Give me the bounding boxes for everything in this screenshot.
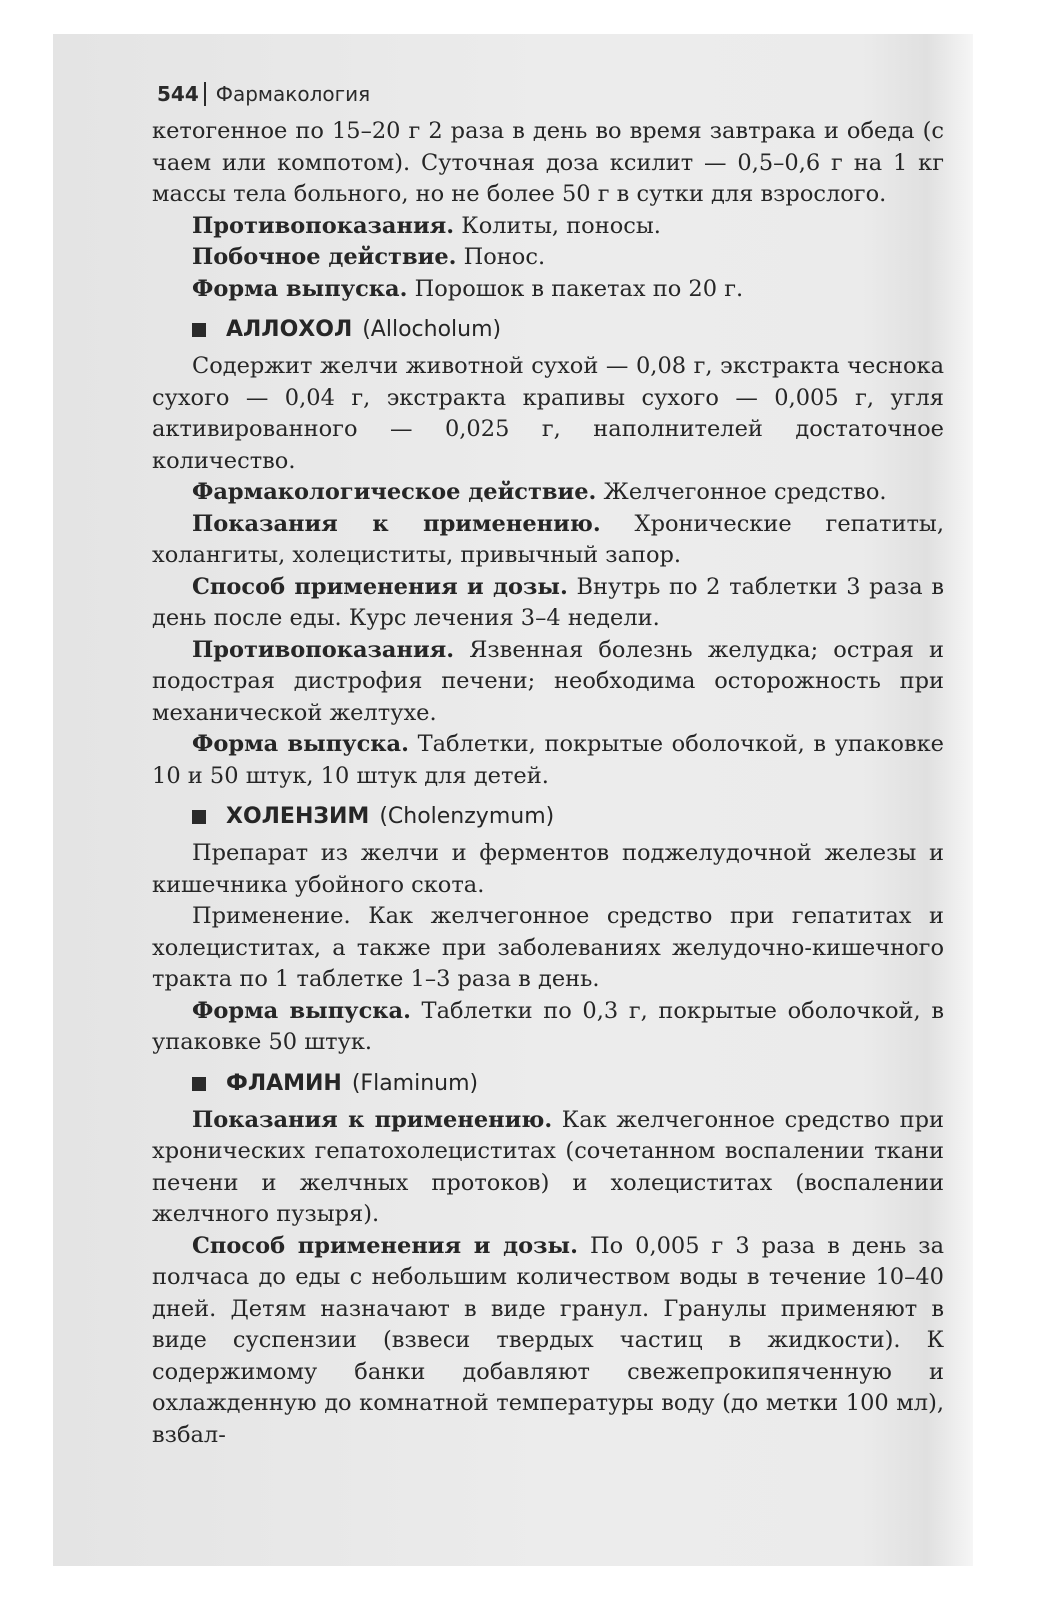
running-head: [157, 78, 370, 110]
indications-paragraph: [152, 1105, 944, 1231]
term-text: Таблетки, покрытые оболочкой, в упаковке 10 и 50 штук, 10 штук для детей.: [152, 731, 944, 789]
indications-paragraph: [152, 509, 944, 572]
drug-latin-name: (Cholenzymum): [379, 804, 555, 829]
contraindications-paragraph: [152, 635, 944, 730]
header-separator: [204, 82, 206, 106]
page-number: 544: [157, 82, 199, 106]
term-label: Фармакологическое действие.: [192, 479, 597, 505]
drug-latin-name: (Flaminum): [351, 1070, 479, 1096]
drug-name: АЛЛОХОЛ: [226, 317, 353, 342]
page-body: [152, 116, 944, 1451]
contraindications-paragraph: [152, 211, 944, 243]
term-text: Язвенная болезнь желудка; острая и подострая дистрофия печени; необходима осторожность при механической желтухе.: [152, 636, 944, 726]
term-label: Форма выпуска.: [192, 997, 411, 1024]
term-label: Способ применения и дозы.: [192, 573, 568, 600]
term-text: Колиты, поносы.: [454, 212, 661, 239]
drug-name: ФЛАМИН: [226, 1070, 342, 1096]
dosage-paragraph: [152, 1231, 944, 1452]
term-text: Таблетки по 0,3 г, покрытые оболочкой, в упаковке 50 штук.: [152, 997, 944, 1055]
description-paragraph: Препарат из желчи и ферментов поджелудочной железы и кишечника убойного скота.: [152, 840, 944, 898]
term-label: Показания к применению.: [192, 510, 601, 537]
drug-heading-allohol: [192, 315, 944, 345]
continuation-paragraph: кетогенное по 15–20 г 2 раза в день во время завтрака и обеда (с чаем или компотом). Суточная доза ксилит — 0,5–0,6 г на 1 кг массы тела больного, но не более 50 г в сутки для взрослого.: [152, 118, 944, 207]
drug-heading-cholenzym: [192, 802, 944, 832]
drug-name: ХОЛЕНЗИМ: [226, 804, 370, 829]
release-form-paragraph: [152, 729, 944, 792]
square-bullet-icon: [192, 1077, 206, 1091]
section-title: Фармакология: [215, 82, 371, 106]
term-text: Понос.: [456, 244, 546, 270]
square-bullet-icon: [192, 323, 206, 337]
term-text: Порошок в пакетах по 20 г.: [407, 275, 744, 302]
term-text: Внутрь по 2 таблетки 3 раза в день после еды. Курс лечения 3–4 недели.: [152, 573, 944, 631]
composition-paragraph: Содержит желчи животной сухой — 0,08 г, экстракта чеснока сухого — 0,04 г, экстракта крапивы сухого — 0,005 г, угля активированного — 0,025 г, наполнителей достаточное количество.: [152, 353, 944, 474]
release-form-paragraph: [152, 274, 944, 306]
usage-paragraph: Применение. Как желчегонное средство при гепатитах и холециститах, а также при заболеваниях желудочно-кишечного тракта по 1 таблетке 1–3 раза в день.: [152, 903, 944, 992]
term-text: Хронические гепатиты, холангиты, холециститы, привычный запор.: [152, 510, 944, 568]
drug-latin-name: (Allocholum): [362, 317, 502, 342]
term-label: Показания к применению.: [192, 1106, 553, 1133]
term-label: Форма выпуска.: [192, 275, 408, 302]
term-label: Противопоказания.: [192, 636, 455, 663]
term-label: Способ применения и дозы.: [192, 1232, 578, 1259]
drug-heading-flamin: [192, 1069, 944, 1099]
side-effect-paragraph: [152, 242, 944, 274]
pharm-action-paragraph: [152, 477, 944, 509]
square-bullet-icon: [192, 810, 206, 824]
term-label: Побочное действие.: [192, 244, 457, 270]
term-text: Как желчегонное средство при хронических гепатохолециститах (сочетанном воспалении ткани печени и желчных протоков) и холециститах (воспалении желчного пузыря).: [152, 1106, 944, 1227]
dosage-paragraph: [152, 572, 944, 635]
term-text: По 0,005 г 3 раза в день за полчаса до еды с небольшим количеством воды в течение 10–40 дней. Детям назначают в виде гранул. Гранулы применяют в виде суспензии (взвеси твердых частиц в жидкости). К содержимому банки добавляют свежепрокипяченную и охлажденную до комнатной температуры воду (до метки 100 мл), взбал-: [152, 1232, 944, 1448]
term-text: Желчегонное средство.: [596, 479, 887, 505]
term-label: Противопоказания.: [192, 212, 455, 239]
term-label: Форма выпуска.: [192, 731, 409, 757]
release-form-paragraph: [152, 996, 944, 1059]
